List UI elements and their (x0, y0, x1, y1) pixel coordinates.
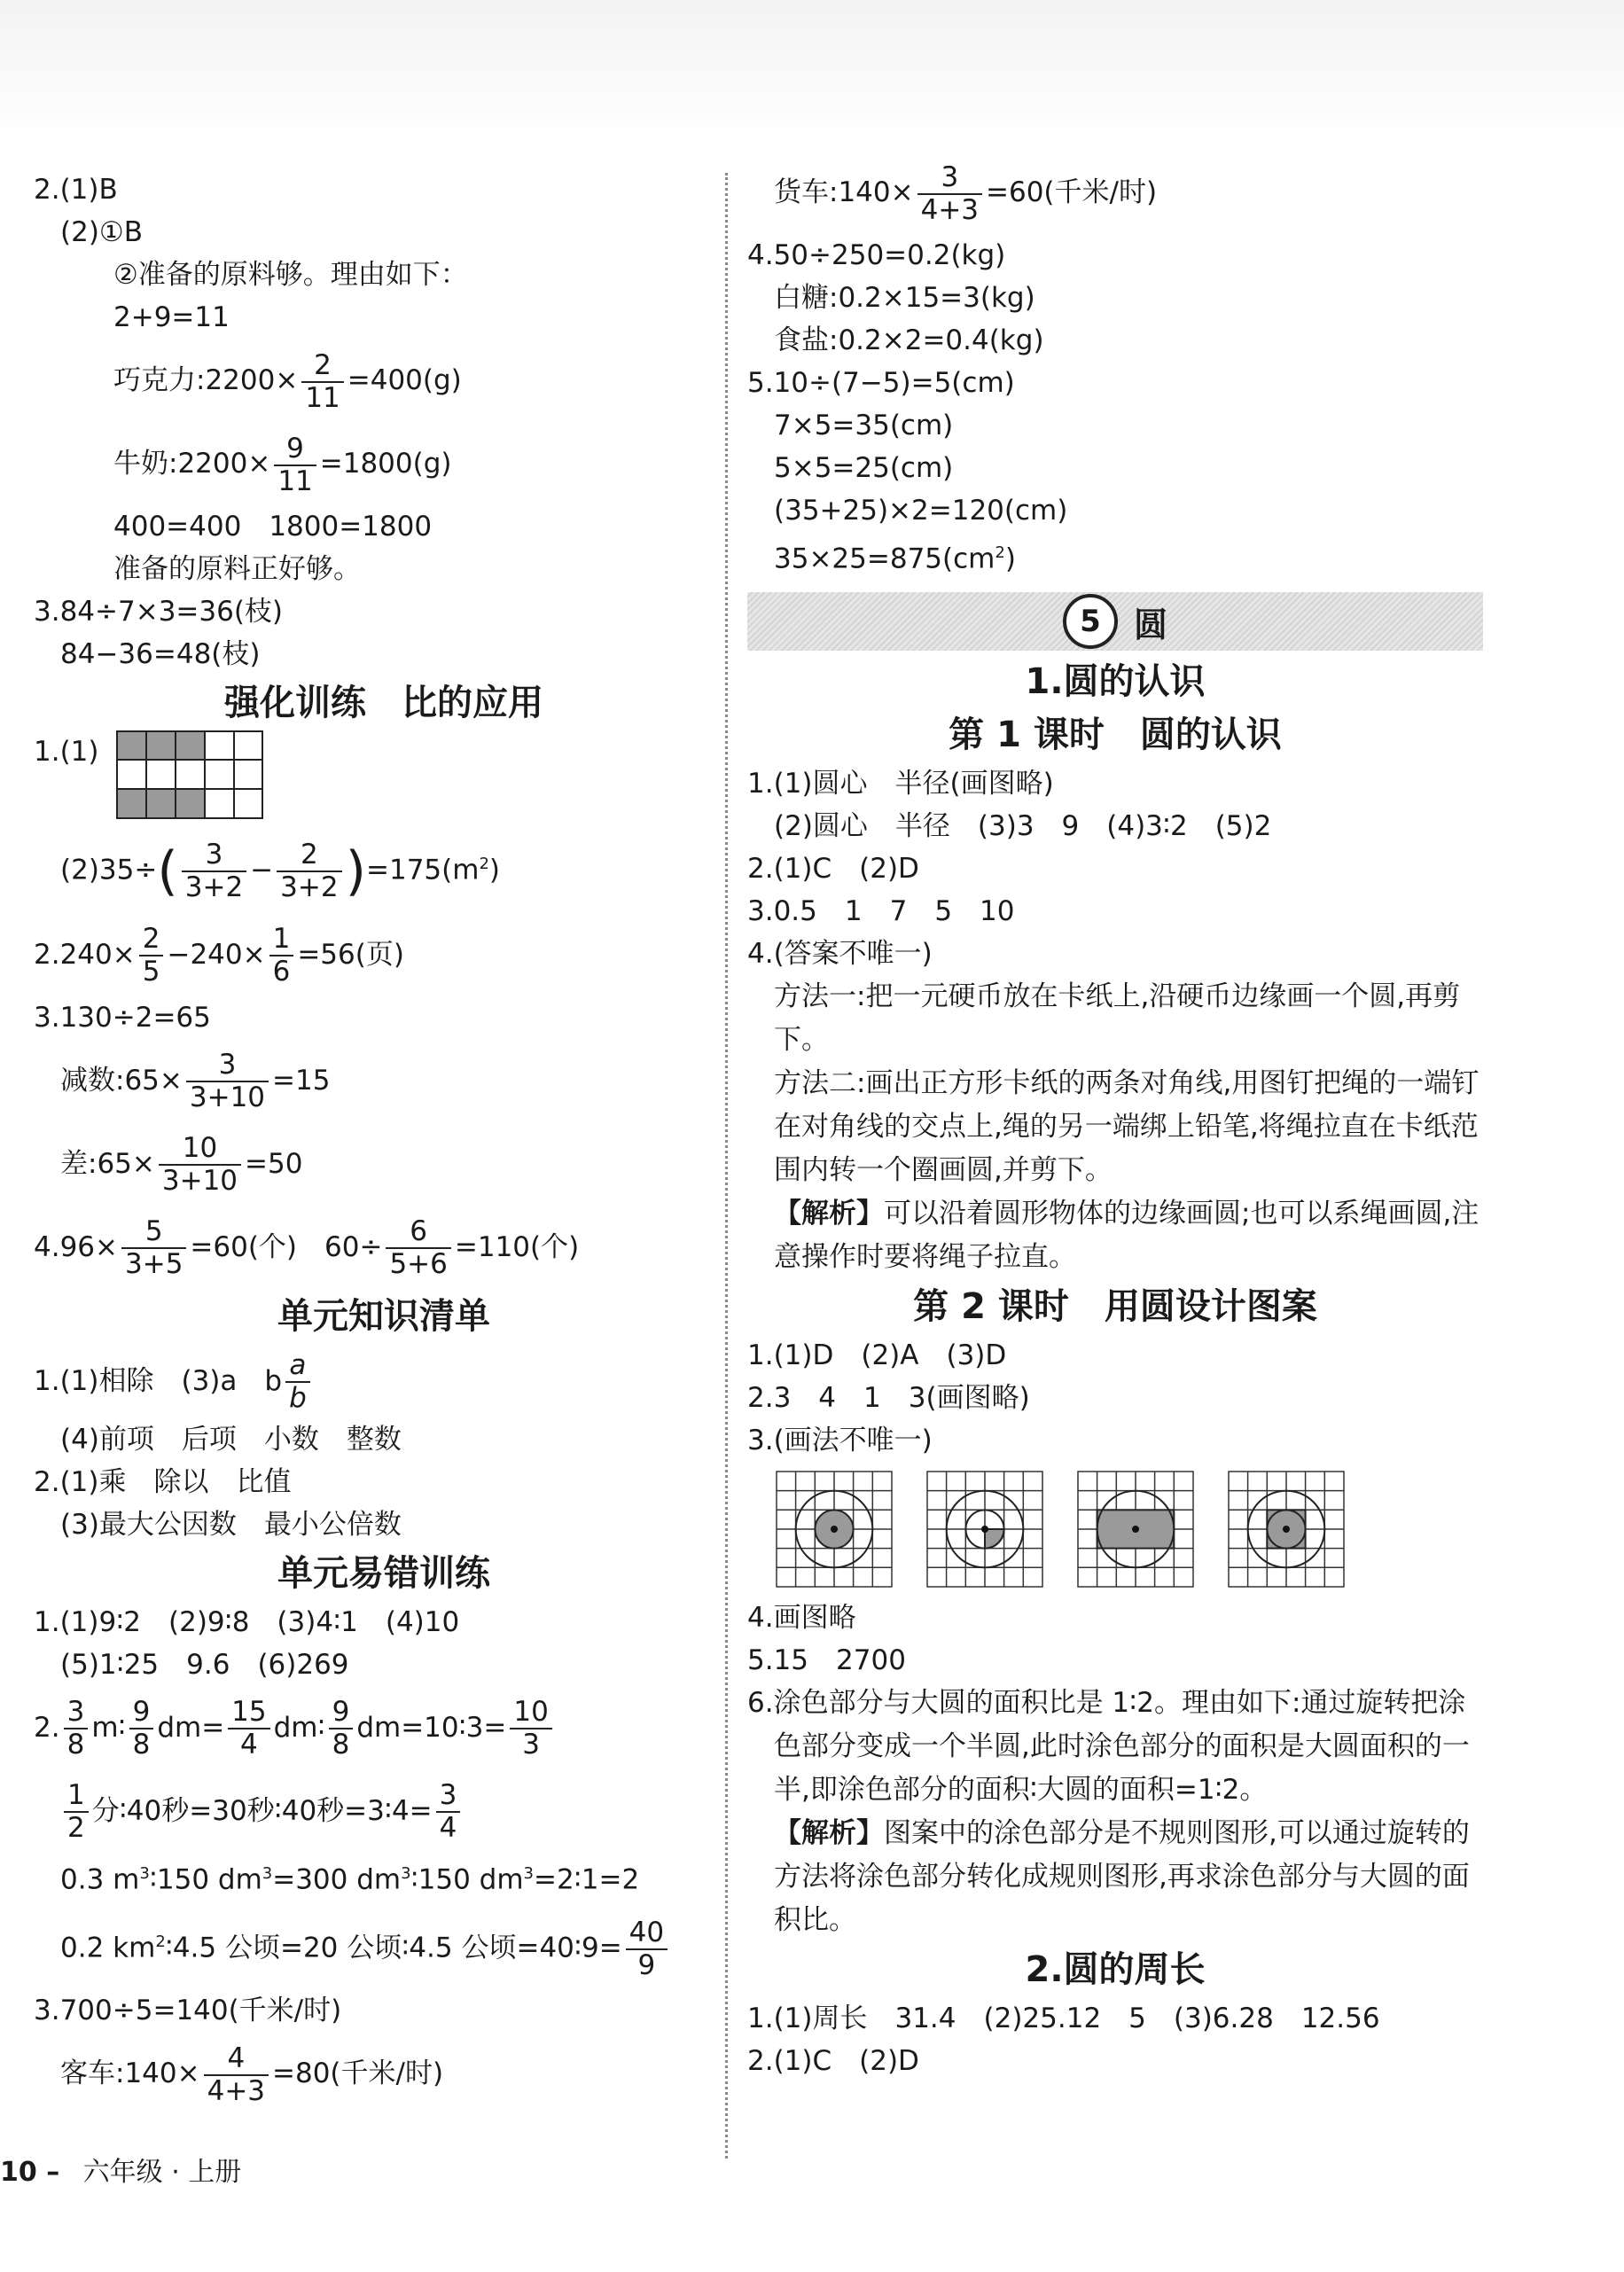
answer-line: (2)①B (60, 216, 143, 248)
answer-line: 1.(1)相除 (3)a b $\frac{a}{b}$ (34, 1344, 734, 1418)
answer-line: (5)1∶25 9.6 (6)269 (60, 1648, 349, 1681)
answer-line: 84−36=48(枝) (60, 638, 261, 670)
answer-paragraph: 方法二:画出正方形卡纸的两条对角线,用图钉把绳的一端钉在对角线的交点上,绳的另一端绑上铅笔,将绳拉直在卡纸范围内转一个圈画圆,并剪下。 (774, 1067, 1480, 1187)
answer-line: 4.50÷250=0.2(kg) (747, 239, 1006, 271)
answer-line: 1.(1)9∶2 (2)9∶8 (3)4∶1 (4)10 (34, 1605, 460, 1638)
answer-line: 准备的原料正好够。 (113, 553, 361, 585)
section-title: 单元知识清单 (277, 1295, 490, 1337)
left-column (34, 168, 734, 2115)
answer-line: 2.3 4 1 3(画图略) (747, 1382, 1030, 1415)
section-title: 1.圆的认识 (1025, 661, 1206, 703)
grade-label: 六年级 · 上册 (82, 2157, 242, 2188)
answer-line: 白糖:0.2×15=3(kg) (774, 282, 1035, 314)
answer-line: 7×5=35(cm) (774, 410, 954, 441)
answer-line: 2.(1)乘 除以 比值 (34, 1465, 292, 1498)
answer-line: 2.(1)B (34, 174, 118, 206)
answer-line: 0.3 $m^3∶150$ $dm^3=300$ $dm^3∶150$ $dm^3=2∶1=2$ (60, 1863, 640, 1896)
answer-line: 3.0.5 1 7 5 10 (747, 895, 1015, 928)
answer-line: 2.(1)C (2)D (747, 2045, 919, 2078)
lesson-title: 第 2 课时 用圆设计图案 (913, 1286, 1317, 1328)
answer-line: (3)最大公因数 最小公倍数 (60, 1508, 402, 1541)
shaded-grid-figure (116, 730, 263, 819)
answer-line: 4.(答案不唯一) (747, 938, 933, 971)
answer-line: 食盐:0.2×2=0.4(kg) (774, 324, 1044, 356)
answer-line: 3.(画法不唯一) (747, 1425, 933, 1457)
answer-line: 牛奶:2200× $\frac{9}{11}$ =1800(g) (113, 432, 452, 497)
answer-line: 3.700÷5=140(千米/时) (34, 1995, 342, 2027)
answer-line: 2.(1)C (2)D (747, 853, 919, 886)
answer-line: 2.240× $\frac{2}{5}$ −240× $\frac{1}{6}$ =56(页) (34, 923, 404, 988)
answer-line: 1.(1)周长 31.4 (2)25.12 5 (3)6.28 12.56 (747, 2003, 1380, 2035)
answer-line: 3.130÷2=65 (34, 1001, 211, 1034)
answer-line: (2)35÷( $\frac{3}{3+2}$ − $\frac{2}{3+2}$ )$=175(m^2)$ (60, 838, 501, 903)
answer-line: 5.10÷(7−5)=5(cm) (747, 367, 1015, 399)
top-band (0, 0, 1624, 142)
answer-line: 5.15 2700 (747, 1644, 906, 1677)
analysis-paragraph: 【解析】可以沿着圆形物体的边缘画圆;也可以系绳画圆,注意操作时要将绳子拉直。 (774, 1198, 1480, 1274)
answer-line: 1.(1) (34, 730, 734, 823)
answer-line: 客车:140× $\frac{4}{4+3}$ =80(千米/时) (60, 2042, 444, 2107)
section-title: 强化训练 比的应用 (224, 683, 543, 723)
answer-line: $35\times 25=875(cm^2)$ (774, 543, 1016, 575)
right-column (747, 160, 1483, 2082)
answer-line: 0.2 $km^2∶4.5$ 公顷=20 公顷∶4.5 公顷=40∶9= $\frac{40}{9}$ (34, 1901, 734, 1989)
answer-line: 1.(1)圆心 半径(画图略) (747, 768, 1054, 800)
answer-line: 3.84÷7×3=36(枝) (34, 596, 284, 628)
answer-paragraph: 6.涂色部分与大圆的面积比是 1∶2。理由如下:通过旋转把涂色部分变成一个半圆,此时涂色部分的面积是大圆面积的一半,即涂色部分的面积∶大圆的面积=1∶2。 (747, 1687, 1470, 1807)
section-title: 单元易错训练 (277, 1552, 490, 1594)
analysis-paragraph: 【解析】图案中的涂色部分是不规则图形,可以通过旋转的方法将涂色部分转化成规则图形,再求涂色部分与大圆的面积比。 (774, 1817, 1470, 1937)
circle-figure-3 (1077, 1471, 1194, 1588)
circle-figure-2 (926, 1471, 1043, 1588)
answer-line: 4.画图略 (747, 1602, 856, 1635)
answer-line: (2)圆心 半径 (3)3 9 (4)3∶2 (5)2 (774, 810, 1272, 843)
footer-dash: – (46, 2157, 60, 2188)
answer-line: (35+25)×2=120(cm) (774, 495, 1068, 527)
unit-banner (747, 592, 1483, 651)
answer-line: 减数:65× $\frac{3}{3+10}$ =15 (60, 1049, 331, 1114)
answer-line: 2. $\frac{3}{8}$ m∶ $\frac{9}{8}$ dm= $\frac{15}{4}$ dm∶ $\frac{9}{8}$ dm=10∶3= $\frac{10}{3}$ (34, 1686, 734, 1769)
answer-line: 货车:140× $\frac{3}{4+3}$ =60(千米/时) (774, 160, 1158, 226)
answer-paragraph: 方法一:把一元硬币放在卡纸上,沿硬币边缘画一个圆,再剪下。 (774, 980, 1461, 1057)
answer-line: (4)前项 后项 小数 整数 (60, 1423, 402, 1456)
lesson-title: 第 1 课时 圆的认识 (949, 714, 1282, 756)
page-number: 10 (0, 2157, 37, 2188)
answer-line: 1.(1)D (2)A (3)D (747, 1339, 1007, 1372)
answer-line: ②准备的原料够。理由如下： (113, 259, 468, 291)
answer-line: 2+9=11 (113, 301, 230, 333)
unit-title: 圆 (1133, 605, 1167, 644)
answer-line: 5×5=25(cm) (774, 452, 954, 484)
circle-design-figures (776, 1471, 1483, 1588)
answer-line: $\frac{1}{2}$ 分∶40秒=30秒∶40秒=3∶4= $\frac{3}{4}$ (34, 1769, 734, 1853)
answer-line: 巧克力:2200× $\frac{2}{11}$ =400(g) (113, 348, 462, 414)
answer-line: 400=400 1800=1800 (113, 511, 433, 543)
circle-figure-1 (776, 1471, 893, 1588)
answer-line: 4.96× $\frac{5}{3+5}$ =60(个) 60÷ $\frac{6}{5+6}$ =110(个) (34, 1215, 580, 1281)
unit-number-badge: 5 (1063, 594, 1118, 649)
circle-figure-4 (1228, 1471, 1345, 1588)
page-footer (0, 2150, 241, 2189)
section-title: 2.圆的周长 (1025, 1949, 1206, 1991)
answer-line: 差:65× $\frac{10}{3+10}$ =50 (60, 1132, 303, 1198)
